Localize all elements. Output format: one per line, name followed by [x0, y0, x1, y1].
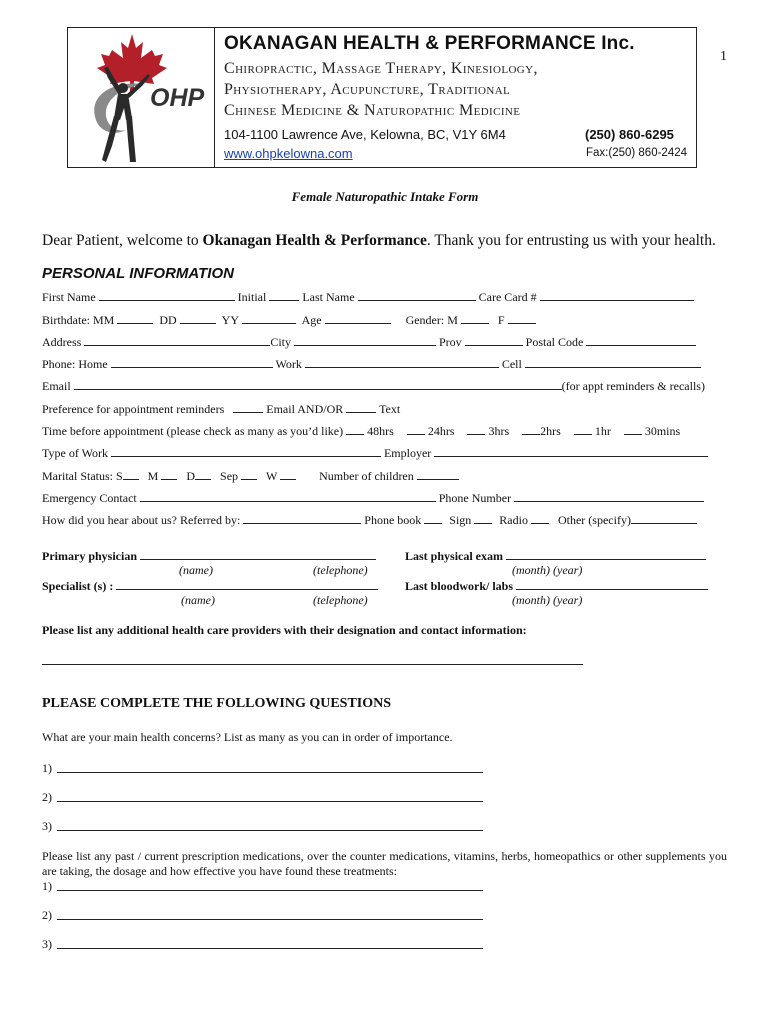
text-label: Text — [379, 402, 401, 416]
letterhead-box — [67, 27, 697, 168]
concern-3-label: 3) — [42, 819, 52, 833]
medication-1-label: 1) — [42, 879, 52, 893]
radio-label: Radio — [499, 513, 528, 527]
medication-2-label: 2) — [42, 908, 52, 922]
last-exam-label: Last physical exam — [405, 549, 504, 563]
form-title: Female Naturopathic Intake Form — [291, 189, 479, 204]
age-label: Age — [301, 313, 322, 327]
marital-w-field[interactable] — [280, 468, 296, 480]
services-line-1: Chiropractic, Massage Therapy, Kinesiology, — [224, 60, 538, 77]
header-divider — [214, 28, 215, 167]
phone-work-field[interactable] — [305, 356, 499, 368]
concern-2-field[interactable] — [57, 801, 483, 802]
medication-3-label: 3) — [42, 937, 52, 951]
initial-label: Initial — [237, 290, 267, 304]
row-reminder-time — [42, 423, 680, 439]
gender-f-label: F — [497, 313, 505, 327]
sign-label: Sign — [449, 513, 472, 527]
row-referral — [42, 512, 697, 528]
sign-checkbox[interactable] — [474, 512, 492, 524]
birthdate-dd-field[interactable] — [180, 312, 216, 324]
email-pref-checkbox[interactable] — [233, 401, 263, 413]
medication-3-field[interactable] — [57, 948, 483, 949]
gender-f-field[interactable] — [508, 312, 536, 324]
ohp-logo — [68, 28, 214, 167]
employer-field[interactable] — [434, 445, 708, 457]
referral-label: How did you hear about us? Referred by: — [42, 513, 241, 527]
marital-s-field[interactable] — [123, 468, 139, 480]
opt-24hrs-label: 24hrs — [427, 424, 455, 438]
primary-physician-label: Primary physician — [42, 549, 137, 563]
phone-book-checkbox[interactable] — [424, 512, 442, 524]
birthdate-yy-field[interactable] — [242, 312, 296, 324]
last-name-field[interactable] — [358, 289, 476, 301]
primary-name-hint: (name) — [179, 563, 213, 577]
additional-providers-label: Please list any additional health care providers with their designation and contact information: — [42, 623, 527, 637]
row-last-exam — [405, 548, 706, 564]
city-field[interactable] — [294, 334, 436, 346]
section-heading-questions: PLEASE COMPLETE THE FOLLOWING QUESTIONS — [42, 696, 392, 711]
last-exam-field[interactable] — [506, 548, 706, 560]
concern-2-label: 2) — [42, 790, 52, 804]
marital-d-field[interactable] — [195, 468, 211, 480]
additional-providers-field[interactable] — [42, 664, 583, 665]
phone-book-label: Phone book — [364, 513, 422, 527]
postal-code-field[interactable] — [586, 334, 696, 346]
page-number: 1 — [720, 49, 727, 64]
email-note: (for appt reminders & recalls) — [561, 379, 705, 393]
marital-sep-field[interactable] — [241, 468, 257, 480]
type-of-work-label: Type of Work — [42, 446, 108, 460]
other-label: Other (specify) — [557, 513, 631, 527]
time-before-label: Time before appointment (please check as many as you’d like) — [42, 424, 344, 438]
first-name-field[interactable] — [99, 289, 235, 301]
marital-s-label: Marital Status: S — [42, 469, 123, 483]
clinic-name: Okanagan Health & Performance — [202, 232, 427, 249]
employer-label: Employer — [383, 446, 432, 460]
clinic-fax: Fax:(250) 860-2424 — [586, 147, 688, 159]
marital-w-label: W — [266, 469, 278, 483]
welcome-message — [42, 232, 716, 250]
medication-2-field[interactable] — [57, 919, 483, 920]
specialist-name-hint: (name) — [181, 593, 215, 607]
address-field[interactable] — [84, 334, 270, 346]
opt-30mins-label: 30mins — [644, 424, 681, 438]
care-card-label: Care Card # — [478, 290, 537, 304]
phone-cell-field[interactable] — [525, 356, 701, 368]
email-label: Email — [42, 379, 71, 393]
marital-sep-label: Sep — [220, 469, 239, 483]
last-name-label: Last Name — [302, 290, 355, 304]
emergency-contact-label: Emergency Contact — [42, 491, 137, 505]
bloodwork-field[interactable] — [516, 578, 708, 590]
address-label: Address — [42, 335, 82, 349]
welcome-suffix: . Thank you for entrusting us with your health. — [426, 232, 716, 249]
marital-d-label: D — [186, 469, 196, 483]
type-of-work-field[interactable] — [111, 445, 381, 457]
opt-48hrs-checkbox[interactable] — [346, 423, 364, 435]
specialist-label: Specialist (s) : — [42, 579, 114, 593]
logo-text: OHP — [150, 84, 205, 112]
first-name-label: First Name — [42, 290, 96, 304]
emergency-phone-label: Phone Number — [438, 491, 512, 505]
text-pref-checkbox[interactable] — [346, 401, 376, 413]
care-card-field[interactable] — [540, 289, 694, 301]
last-exam-date-hint: (month) (year) — [512, 563, 583, 577]
row-reminder-preference — [42, 401, 400, 417]
birthdate-mm-field[interactable] — [117, 312, 153, 324]
gender-m-label: Gender: M — [405, 313, 458, 327]
services-line-2: Physiotherapy, Acupuncture, Traditional — [224, 81, 511, 98]
opt-1hr-checkbox[interactable] — [574, 423, 592, 435]
company-name: OKANAGAN HEALTH & PERFORMANCE Inc. — [224, 33, 635, 54]
emergency-contact-field[interactable] — [140, 490, 436, 502]
phone-home-field[interactable] — [111, 356, 273, 368]
medication-1-field[interactable] — [57, 890, 483, 891]
specialist-telephone-hint: (telephone) — [313, 593, 368, 607]
postal-code-label: Postal Code — [525, 335, 584, 349]
birthdate-yy-label: YY — [221, 313, 239, 327]
emergency-phone-field[interactable] — [514, 490, 704, 502]
row-emergency — [42, 490, 704, 506]
initial-field[interactable] — [269, 289, 299, 301]
row-name — [42, 289, 694, 305]
row-marital — [42, 468, 459, 484]
prov-label: Prov — [439, 335, 462, 349]
email-field[interactable] — [74, 378, 562, 390]
other-field[interactable] — [631, 512, 697, 524]
bloodwork-date-hint: (month) (year) — [512, 593, 583, 607]
opt-2hrs-checkbox[interactable] — [522, 423, 540, 435]
phone-cell-label: Cell — [501, 357, 522, 371]
primary-physician-field[interactable] — [140, 548, 376, 560]
row-primary-physician — [42, 548, 376, 564]
row-email — [42, 378, 705, 394]
clinic-phone: (250) 860-6295 — [585, 127, 674, 142]
row-work — [42, 445, 708, 461]
preference-label: Preference for appointment reminders — [42, 402, 225, 416]
opt-24hrs-checkbox[interactable] — [407, 423, 425, 435]
referred-by-field[interactable] — [243, 512, 361, 524]
website-link[interactable]: www.ohpkelowna.com — [224, 146, 353, 161]
row-bloodwork — [405, 578, 708, 594]
opt-3hrs-checkbox[interactable] — [467, 423, 485, 435]
opt-1hr-label: 1hr — [594, 424, 611, 438]
health-concerns-prompt: What are your main health concerns? List as many as you can in order of importance. — [42, 730, 453, 744]
children-field[interactable] — [417, 468, 459, 480]
clinic-address: 104-1100 Lawrence Ave, Kelowna, BC, V1Y 6M4 — [224, 127, 506, 142]
marital-m-label: M — [147, 469, 159, 483]
row-phone — [42, 356, 701, 372]
welcome-prefix: Dear Patient, welcome to — [42, 232, 203, 249]
radio-checkbox[interactable] — [531, 512, 549, 524]
concern-1-field[interactable] — [57, 772, 483, 773]
medications-prompt: Please list any past / current prescription medications, over the counter medications, vitamins, herbs, homeopathics or other supplements you are taking, the dosage and how effective you have found these treatments: — [42, 849, 727, 878]
opt-2hrs-label: 2hrs — [540, 424, 561, 438]
city-label: City — [270, 335, 291, 349]
children-label: Number of children — [319, 469, 414, 483]
concern-1-label: 1) — [42, 761, 52, 775]
primary-telephone-hint: (telephone) — [313, 563, 368, 577]
birthdate-mm-label: Birthdate: MM — [42, 313, 115, 327]
specialist-field[interactable] — [116, 578, 378, 590]
birthdate-dd-label: DD — [159, 313, 177, 327]
phone-work-label: Work — [275, 357, 302, 371]
gender-m-field[interactable] — [461, 312, 489, 324]
opt-48hrs-label: 48hrs — [367, 424, 394, 438]
concern-3-field[interactable] — [57, 830, 483, 831]
marital-m-field[interactable] — [161, 468, 177, 480]
age-field[interactable] — [325, 312, 391, 324]
row-specialist — [42, 578, 378, 594]
opt-30mins-checkbox[interactable] — [624, 423, 642, 435]
bloodwork-label: Last bloodwork/ labs — [405, 579, 514, 593]
row-birthdate — [42, 312, 536, 328]
phone-home-label: Phone: Home — [42, 357, 108, 371]
row-address — [42, 334, 696, 350]
section-heading-personal: PERSONAL INFORMATION — [42, 265, 234, 282]
opt-3hrs-label: 3hrs — [488, 424, 510, 438]
services-line-3: Chinese Medicine & Naturopathic Medicine — [224, 102, 521, 119]
email-andor-label: Email AND/OR — [266, 402, 344, 416]
prov-field[interactable] — [465, 334, 523, 346]
